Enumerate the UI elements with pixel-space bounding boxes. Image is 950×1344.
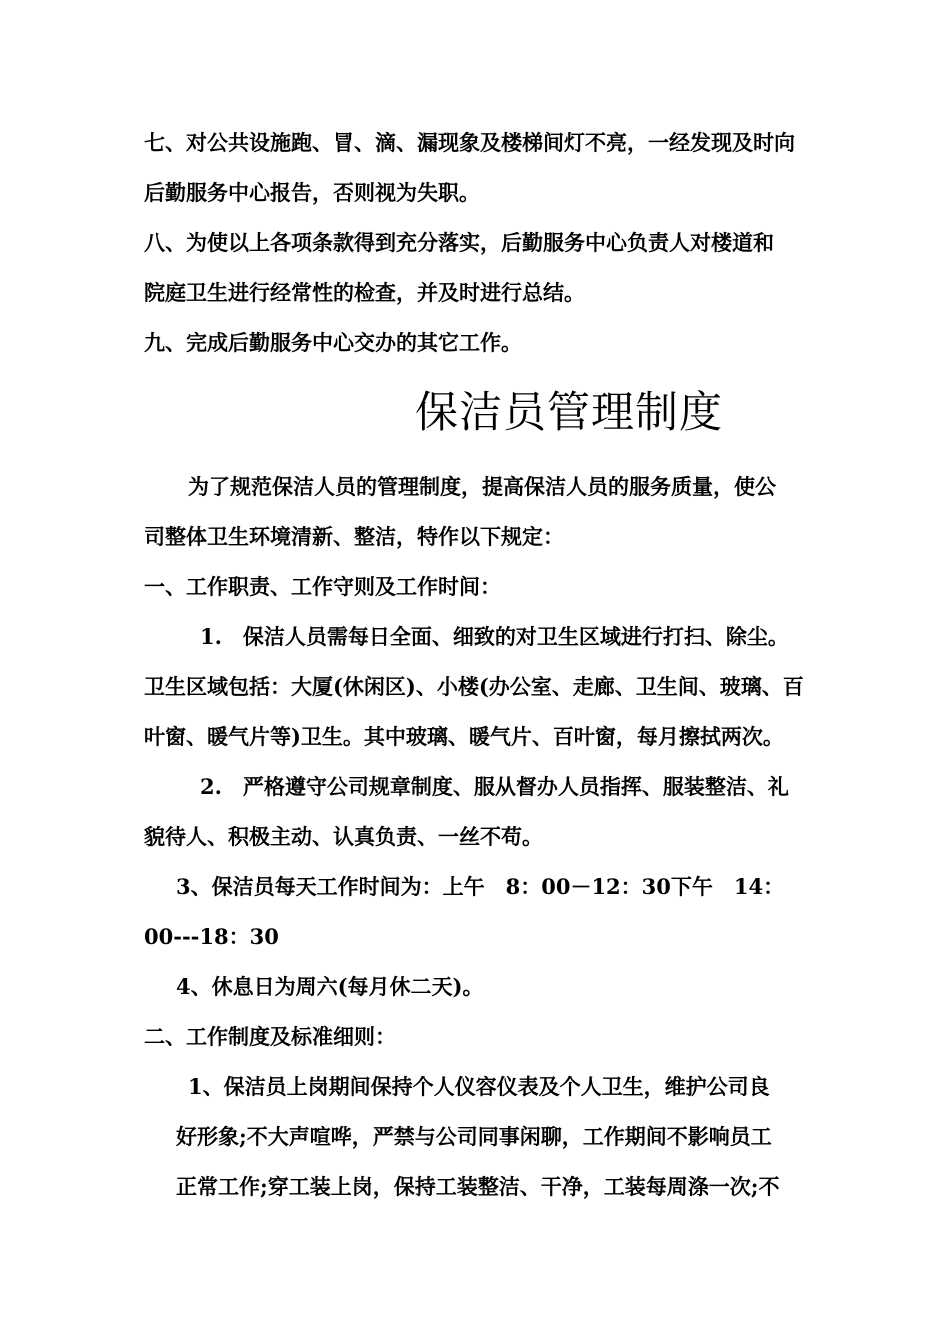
section2-heading: 二、工作制度及标准细则：	[144, 1024, 396, 1049]
section2-p1-line2: 好形象;不大声喧哗，严禁与公司同事闲聊，工作期间不影响员工	[176, 1124, 772, 1149]
section1-p4: 4、休息日为周六(每月休二天)。	[176, 974, 484, 999]
section1-p3-line1: 3、保洁员每天工作时间为：上午 8：00－12：30下午 14：	[176, 874, 785, 899]
section1-p2-line1: 2. 严格遵守公司规章制度、服从督办人员指挥、服装整洁、礼	[200, 774, 789, 799]
section1-p1-line3: 叶窗、暖气片等)卫生。其中玻璃、暖气片、百叶窗，每月擦拭两次。	[144, 724, 784, 749]
section1-heading: 一、工作职责、工作守则及工作时间：	[144, 574, 501, 599]
section1-p1-line1: 1. 保洁人员需每日全面、细致的对卫生区域进行打扫、除尘。	[200, 624, 789, 649]
section1-p3-line2: 00---18：30	[144, 924, 279, 949]
section1-p1-line2: 卫生区域包括：大厦(休闲区)、小楼(办公室、走廊、卫生间、玻璃、百	[144, 674, 804, 699]
item7-line2: 后勤服务中心报告，否则视为失职。	[144, 180, 480, 205]
section2-p1-line3: 正常工作;穿工装上岗，保持工装整洁、干净，工装每周涤一次;不	[176, 1174, 780, 1199]
item8-line1: 八、为使以上各项条款得到充分落实，后勤服务中心负责人对楼道和	[144, 230, 774, 255]
section1-p2-line2: 貌待人、积极主动、认真负责、一丝不苟。	[144, 824, 543, 849]
section2-p1-line1: 1、保洁员上岗期间保持个人仪容仪表及个人卫生，维护公司良	[188, 1074, 770, 1099]
intro-line1: 为了规范保洁人员的管理制度，提高保洁人员的服务质量，使公	[188, 474, 776, 499]
item8-line2: 院庭卫生进行经常性的检查，并及时进行总结。	[144, 280, 585, 305]
intro-line2: 司整体卫生环境清新、整洁，特作以下规定：	[144, 524, 564, 549]
item7-line1: 七、对公共设施跑、冒、滴、漏现象及楼梯间灯不亮，一经发现及时向	[144, 130, 795, 155]
page-title: 保洁员管理制度	[415, 388, 723, 438]
item9: 九、完成后勤服务中心交办的其它工作。	[144, 330, 522, 355]
